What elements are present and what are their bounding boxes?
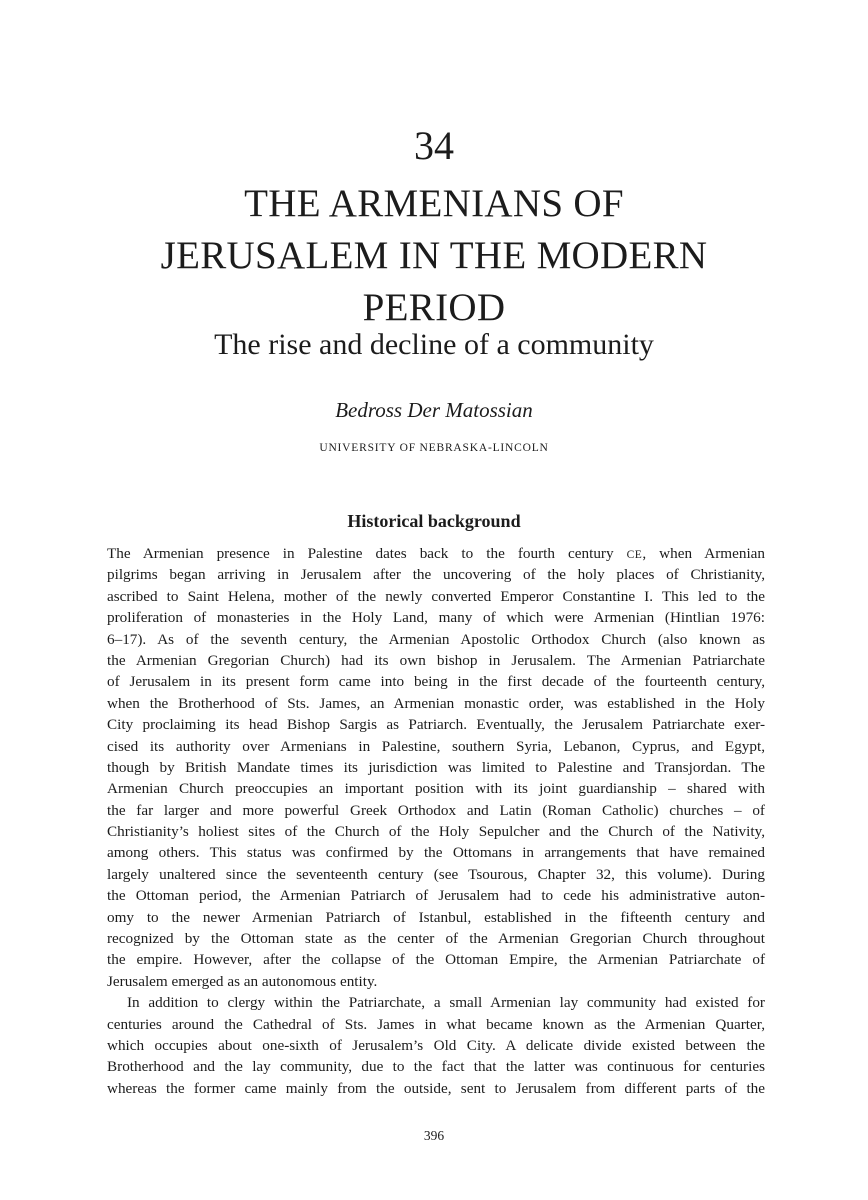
chapter-title-line: PERIOD [362,286,506,329]
paragraph-line: ascribed to Saint Helena, mother of the newly converted Emperor Constantine I. This led to the [107,587,765,605]
paragraph-line: the Ottoman period, the Armenian Patriarch of Jerusalem had to cede his administrative auton- [107,887,765,905]
paragraph-line: In addition to clergy within the Patriarchate, a small Armenian lay community had existed for [127,994,765,1012]
era-abbreviation: CE [626,549,643,561]
paragraph-line: the empire. However, after the collapse of the Ottoman Empire, the Armenian Patriarchate of [107,951,765,969]
chapter-subtitle: The rise and decline of a community [214,328,654,361]
paragraph-line: The Armenian presence in Palestine dates back to the fourth century CE, when Armenian [107,545,765,562]
body-text [107,543,765,1099]
paragraph-line: centuries around the Cathedral of Sts. James in what became known as the Armenian Quarter, [107,1015,765,1033]
paragraph-line: whereas the former came mainly from the outside, sent to Jerusalem from different parts of the [107,1079,765,1097]
paragraph-line: among others. This status was confirmed by the Ottomans in arrangements that have remained [107,844,765,862]
paragraph-line: proliferation of monasteries in the Holy Land, many of which were Armenian (Hintlian 1976: [107,609,765,627]
paragraph-line: 6–17). As of the seventh century, the Armenian Apostolic Orthodox Church (also known as [107,630,765,648]
author-affiliation: UNIVERSITY OF NEBRASKA-LINCOLN [319,442,549,454]
paragraph-line: Jerusalem emerged as an autonomous entity. [107,972,378,990]
paragraph-line: cised its authority over Armenians in Palestine, southern Syria, Lebanon, Cyprus, and Egypt, [107,737,765,755]
chapter-title [100,178,768,334]
paragraph-line: pilgrims began arriving in Jerusalem after the uncovering of the holy places of Christianity, [107,566,765,584]
chapter-title-line: JERUSALEM IN THE MODERN [160,234,708,277]
paragraph-line: recognized by the Ottoman state as the center of the Armenian Gregorian Church throughout [107,930,765,948]
paragraph-line: largely unaltered since the seventeenth century (see Tsourous, Chapter 32, this volume). During [107,865,765,883]
paragraph-line: the far larger and more powerful Greek Orthodox and Latin (Roman Catholic) churches – of [107,801,765,819]
paragraph-line: Armenian Church preoccupies an important position with its joint guardianship – shared with [107,780,765,798]
section-heading: Historical background [347,511,521,531]
paragraph-line: City proclaiming its head Bishop Sargis as Patriarch. Eventually, the Jerusalem Patriarchate exer- [107,716,765,734]
paragraph-line: of Jerusalem in its present form came into being in the first decade of the fourteenth century, [107,673,765,691]
chapter-number: 34 [414,123,454,168]
paragraph-line: Christianity’s holiest sites of the Church of the Holy Sepulcher and the Church of the Nativity, [107,823,765,841]
paragraph-line: Brotherhood and the lay community, due to the fact that the latter was continuous for centuries [107,1058,765,1076]
page-number: 396 [423,1128,445,1143]
author-name: Bedross Der Matossian [335,398,533,422]
paragraph-line: though by British Mandate times its jurisdiction was limited to Palestine and Transjordan. The [107,758,765,776]
paragraph-line: the Armenian Gregorian Church) had its own bishop in Jerusalem. The Armenian Patriarchate [107,651,765,669]
chapter-title-line: THE ARMENIANS OF [244,182,624,225]
paragraph-line: which occupies about one-sixth of Jerusalem’s Old City. A delicate divide existed between the [107,1036,765,1054]
paragraph-line: omy to the newer Armenian Patriarch of Istanbul, established in the fifteenth century and [107,908,765,926]
paragraph-line: when the Brotherhood of Sts. James, an Armenian monastic order, was established in the Holy [107,694,765,712]
